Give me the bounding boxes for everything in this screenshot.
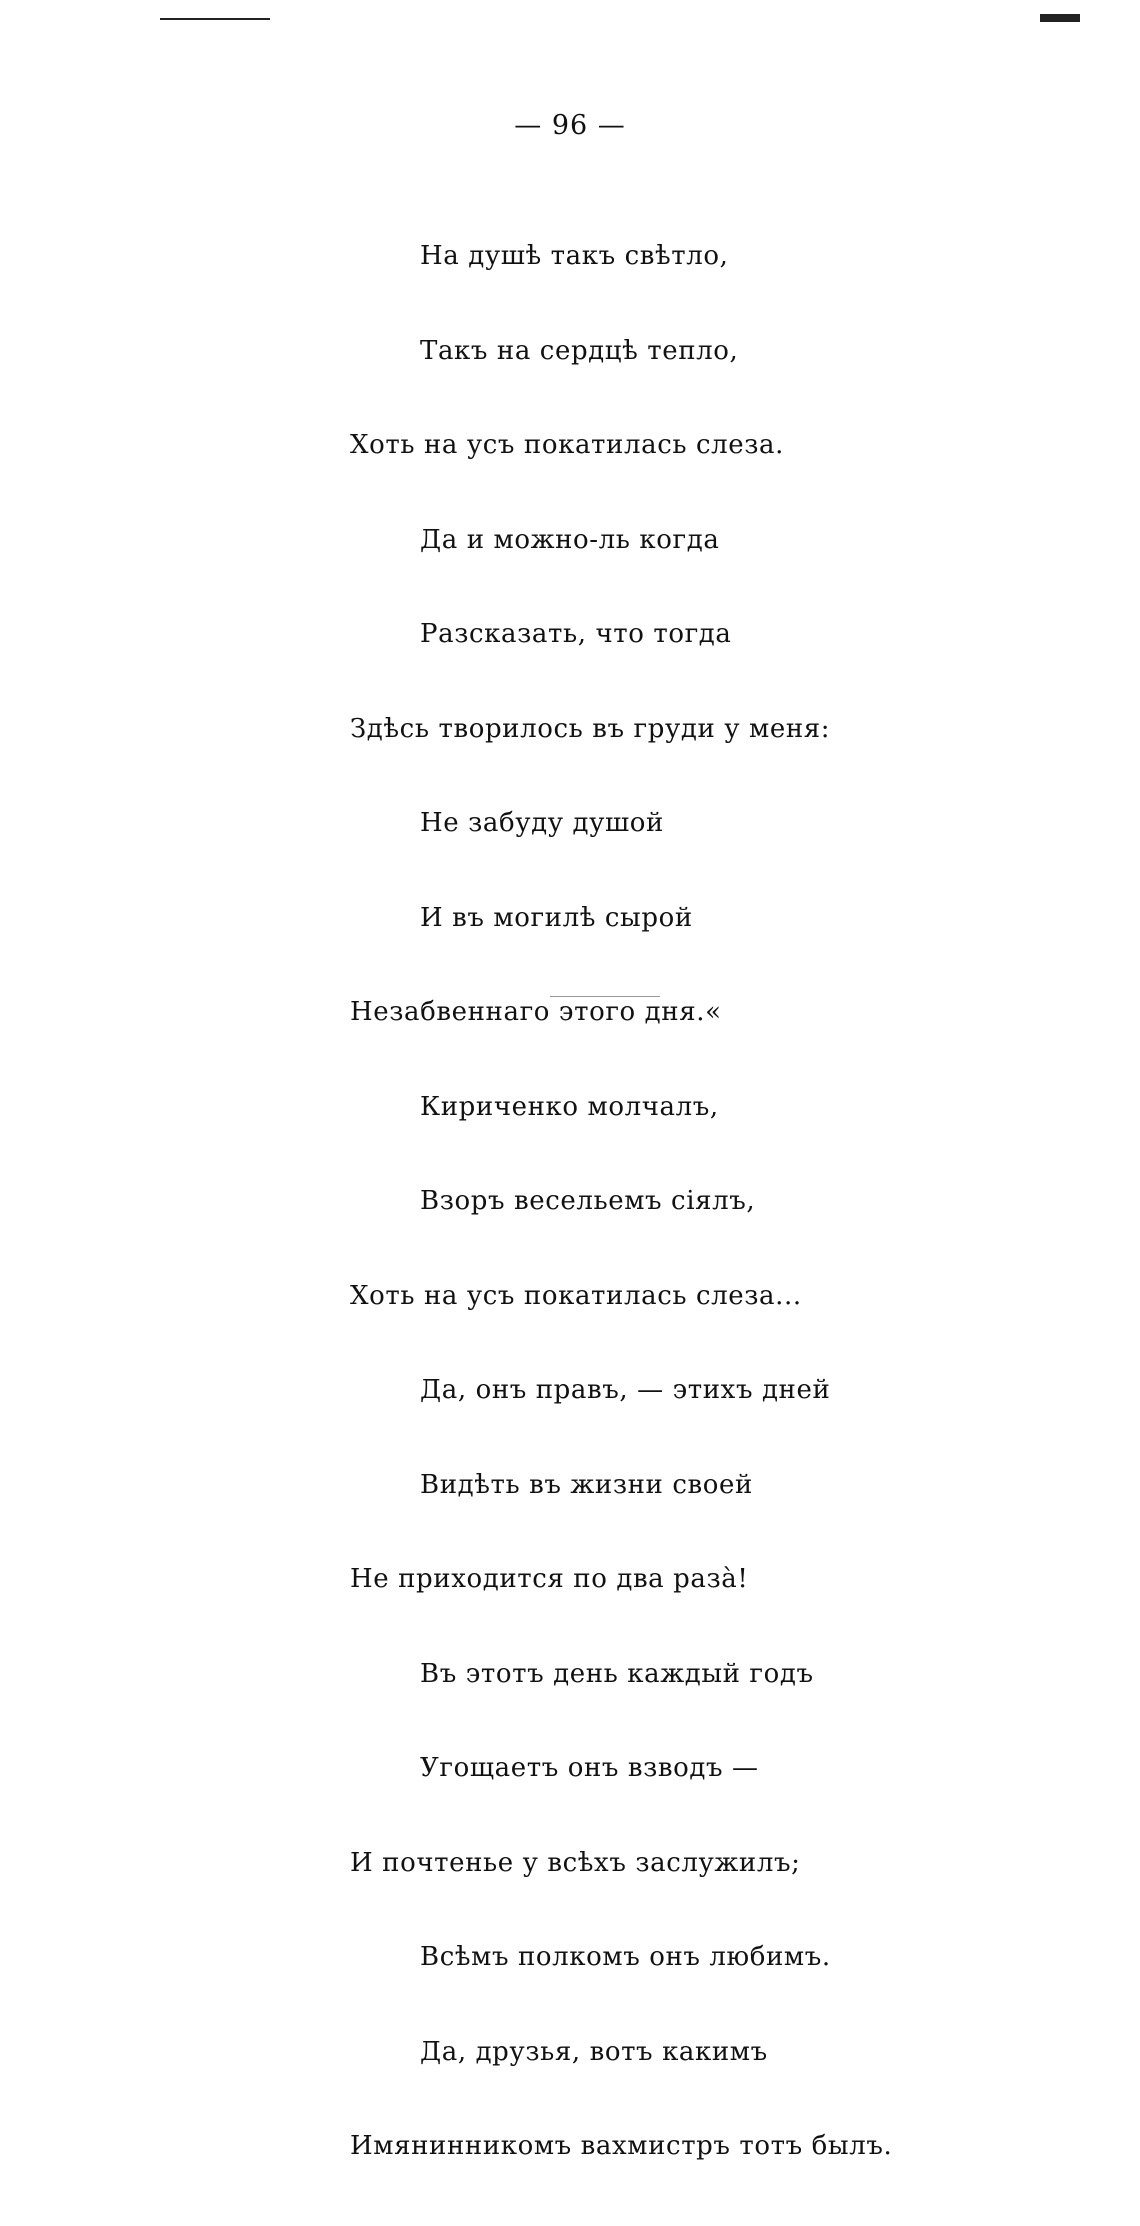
poem-line: Всѣмъ полкомъ онъ любимъ. [420, 1942, 831, 1972]
poem-line: Кириченко молчалъ, [420, 1091, 719, 1122]
poem-line: Да, друзья, вотъ какимъ [420, 2036, 768, 2067]
poem-line: Не приходится по два разà! [350, 1564, 749, 1594]
scan-mark-top-right [1040, 14, 1080, 22]
poem-line: Хоть на усъ покатилась слеза. [350, 430, 784, 460]
poem-line: Видѣть въ жизни своей [420, 1469, 753, 1500]
poem-line: Угощаетъ онъ взводъ — [420, 1753, 759, 1783]
poem-line: Не забуду душой [420, 808, 664, 838]
poem-line: Такъ на сердцѣ тепло, [420, 335, 739, 366]
poem [350, 178, 910, 2226]
poem-line: На душѣ такъ свѣтло, [420, 241, 729, 271]
poem-line: Да и можно-ль когда [420, 524, 720, 555]
poem-line: Разсказать, что тогда [420, 619, 732, 649]
poem-line: Въ этотъ день каждый годъ [420, 1658, 814, 1689]
poem-line: Здѣсь творилось въ груди у меня: [350, 713, 831, 744]
poem-line: Незабвеннаго этого дня.« [350, 997, 722, 1027]
poem-line: И въ могилѣ сырой [420, 902, 693, 933]
page-number: — 96 — [514, 110, 626, 141]
scan-mark-top-left [160, 18, 270, 20]
poem-line: Хоть на усъ покатилась слеза... [350, 1280, 802, 1311]
poem-line: Взоръ весельемъ сіялъ, [420, 1186, 756, 1216]
poem-line: Имянинникомъ вахмистръ тотъ былъ. [350, 2131, 893, 2161]
poem-line: И почтенье у всѣхъ заслужилъ; [350, 1847, 801, 1878]
poem-line: Да, онъ правъ, — этихъ дней [420, 1375, 831, 1405]
